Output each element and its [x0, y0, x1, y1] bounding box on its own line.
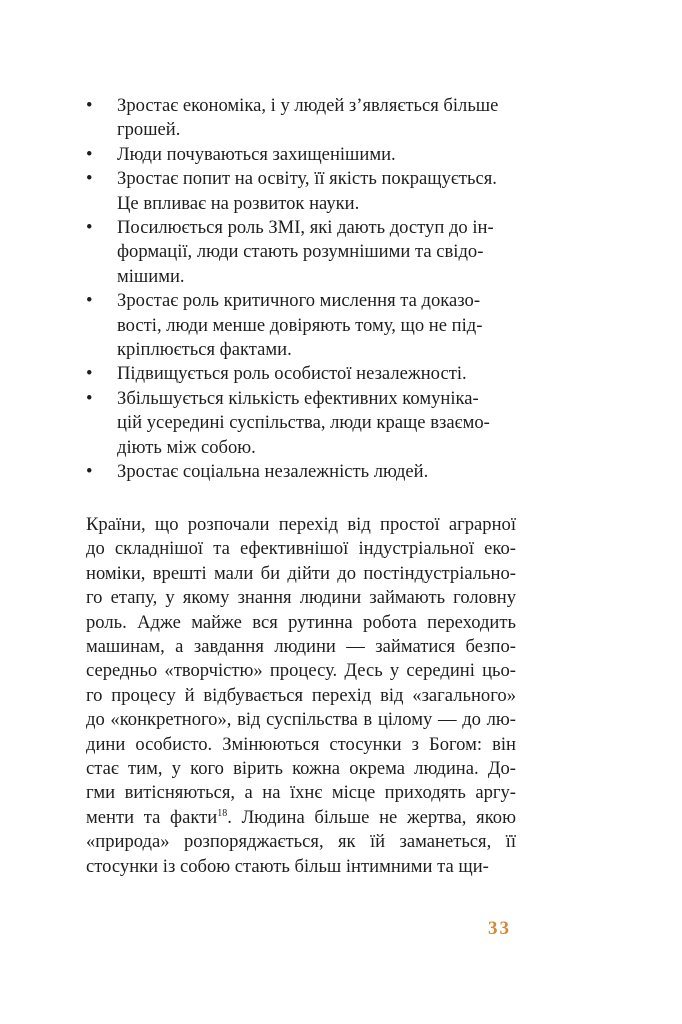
- text-line: діють між собою.: [117, 436, 256, 458]
- bullet-marker: •: [86, 95, 93, 116]
- text-line: стосунки із собою стають більш інтимними та щи-: [86, 855, 489, 877]
- text-line: машинам, а завдання людини — займатися безпо-: [86, 636, 516, 658]
- text-line: до складнішої та ефективнішої індустріальної еко-: [86, 538, 516, 560]
- bullet-marker: •: [86, 363, 93, 385]
- list-item: [86, 362, 516, 386]
- text-line: Підвищується роль особистої незалежності.: [117, 363, 467, 385]
- text-line: кріплюється фактами.: [117, 339, 292, 361]
- bullet-marker: •: [86, 168, 93, 190]
- list-item: [86, 460, 516, 484]
- text-line: Посилюється роль ЗМІ, які дають доступ до ін-: [117, 217, 494, 239]
- text-segment: менти та факти: [86, 806, 218, 828]
- text-line: Зростає попит на освіту, її якість покращується.: [117, 168, 497, 190]
- text-line: формації, люди стають розумнішими та свідо-: [117, 241, 484, 263]
- text-line: до «конкретного», від суспільства в цілому — до лю-: [86, 709, 516, 731]
- list-item: [86, 216, 516, 289]
- text-line: Зростає роль критичного мислення та доказо-: [117, 290, 481, 312]
- text-line: цій усередині суспільства, люди краще взаємо-: [117, 412, 490, 434]
- body-paragraph: [86, 513, 516, 879]
- text-line: грошей.: [117, 119, 181, 141]
- text-line: Люди почуваються захищенішими.: [117, 143, 396, 165]
- text-line: Зростає економіка, і у людей з’являється більше: [117, 95, 499, 116]
- text-segment: . Людина більше не жертва, якою: [227, 806, 516, 828]
- text-line: го процесу й відбувається перехід від «загального»: [86, 684, 516, 706]
- text-line-with-footnote: [86, 806, 516, 830]
- list-item: [86, 167, 516, 216]
- bullet-marker: •: [86, 461, 93, 483]
- text-line: Це впливає на розвиток науки.: [117, 192, 360, 214]
- text-line: «природа» розпоряджається, як їй заманеться, її: [86, 831, 516, 853]
- text-line: вості, люди менше довіряють тому, що не під-: [117, 314, 483, 336]
- bullet-marker: •: [86, 143, 93, 165]
- bullet-marker: •: [86, 217, 93, 239]
- text-line: дини особисто. Змінюються стосунки з Богом: він: [86, 733, 516, 755]
- text-line: стає тим, у кого вірить кожна окрема людина. До-: [86, 758, 516, 780]
- text-line: гми витісняються, а на їхнє місце приходять аргу-: [86, 782, 516, 804]
- text-line: номіки, врешті мали би дійти до постіндустріально-: [86, 562, 516, 584]
- text-line: роль. Адже майже вся рутинна робота переходить: [86, 611, 516, 633]
- text-line: середньо «творчістю» процесу. Десь у середині цьо-: [86, 660, 516, 682]
- list-item: [86, 94, 516, 143]
- bullet-list: [86, 94, 516, 485]
- text-line: Збільшується кількість ефективних комуніка-: [117, 387, 479, 409]
- bullet-marker: •: [86, 290, 93, 312]
- list-item: [86, 143, 516, 167]
- list-item: [86, 387, 516, 460]
- page-number: 33: [488, 918, 511, 939]
- bullet-marker: •: [86, 387, 93, 409]
- text-line: Країни, що розпочали перехід від простої аграрної: [86, 514, 516, 535]
- text-line: го етапу, у якому знання людини займають головну: [86, 587, 516, 609]
- list-item: [86, 289, 516, 362]
- text-line: Зростає соціальна незалежність людей.: [117, 461, 429, 483]
- footnote-marker[interactable]: 18: [217, 807, 228, 819]
- text-line: мішими.: [117, 265, 185, 287]
